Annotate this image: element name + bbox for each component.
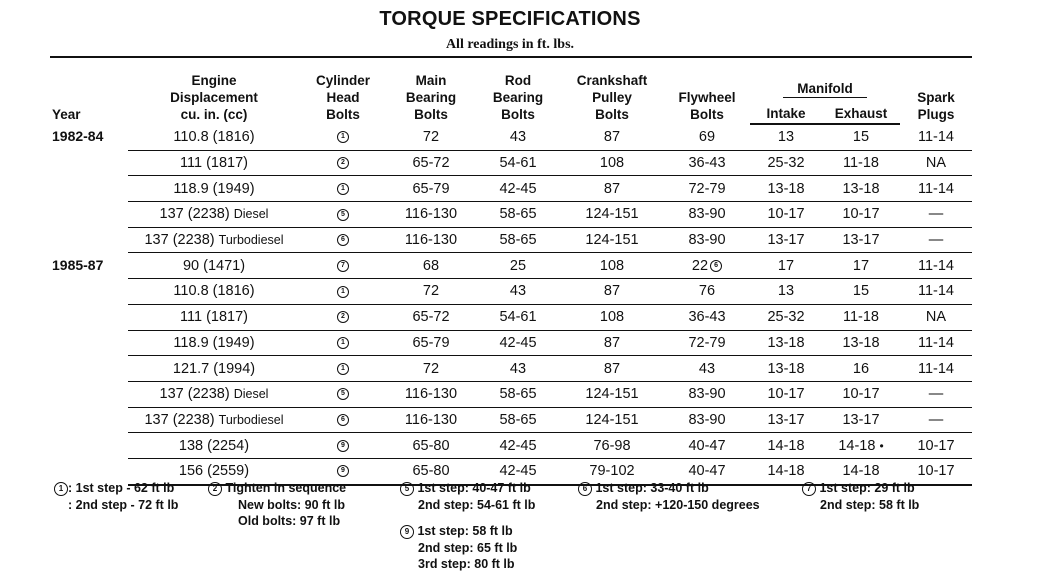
crankshaft-cell: 79-102 — [560, 458, 664, 484]
footnote-5-line1: 1st step: 40-47 ft lb — [417, 481, 531, 495]
header-flywheel — [664, 58, 750, 124]
footnote-7-line2: 2nd step: 58 ft lb — [820, 497, 920, 512]
cylinder-head-cell — [300, 202, 386, 228]
table-body — [50, 124, 972, 485]
spark-plug-cell: 10-17 — [900, 458, 972, 484]
flywheel-value: 22 — [691, 257, 709, 274]
exhaust-value: 13-18 — [842, 180, 880, 197]
footnote-marker-icon: 2 — [337, 311, 349, 323]
engine-type: Turbodiesel — [218, 233, 284, 248]
footnote-marker-icon: 1 — [337, 337, 349, 349]
footnote-marker-icon: 1 — [54, 482, 68, 496]
engine-displacement: 111 (1817) — [180, 309, 248, 326]
footnote-marker-icon: 2 — [337, 157, 349, 169]
cylinder-head-cell — [300, 330, 386, 356]
engine-type: Diesel — [233, 207, 269, 222]
rod-bearing-cell: 25 — [476, 253, 560, 279]
footnote-2-line3: Old bolts: 97 ft lb — [238, 514, 341, 528]
header-spark-l1: Spark — [917, 90, 955, 105]
header-cylinder-head — [300, 58, 386, 124]
crankshaft-cell: 87 — [560, 356, 664, 382]
engine-cell — [128, 433, 300, 459]
rod-bearing-cell: 58-65 — [476, 227, 560, 253]
main-bearing-cell: 116-130 — [386, 227, 476, 253]
exhaust-value: 13-18 — [842, 334, 880, 351]
flywheel-value: 83-90 — [688, 232, 726, 249]
footnote-marker-icon: 6 — [337, 414, 349, 426]
table-row — [50, 356, 972, 382]
footnote-5 — [400, 480, 535, 513]
spark-plug-cell: 10-17 — [900, 433, 972, 459]
main-bearing-cell: 72 — [386, 124, 476, 150]
spark-plug-cell: 11-14 — [900, 253, 972, 279]
torque-spec-table — [50, 58, 972, 486]
spark-plug-cell: 11-14 — [900, 356, 972, 382]
main-bearing-cell: 65-72 — [386, 150, 476, 176]
engine-displacement: 121.7 (1994) — [172, 360, 256, 377]
footnote-marker-icon: 7 — [337, 260, 349, 272]
header-engine-l3: cu. in. (cc) — [180, 107, 248, 122]
intake-cell: 13-18 — [750, 330, 822, 356]
intake-cell: 10-17 — [750, 202, 822, 228]
year-cell: 1982-84 — [52, 128, 104, 144]
footnote-7-line1: 1st step: 29 ft lb — [819, 481, 915, 495]
header-engine-l2: Displacement — [170, 90, 258, 105]
flywheel-value: 40-47 — [688, 463, 726, 480]
flywheel-cell — [664, 304, 750, 330]
spark-plug-cell: 11-14 — [900, 176, 972, 202]
rod-bearing-cell: 43 — [476, 279, 560, 305]
intake-cell: 25-32 — [750, 150, 822, 176]
header-rod-l2: Bearing — [492, 90, 544, 105]
footnote-5-line2: 2nd step: 54-61 ft lb — [418, 497, 536, 512]
intake-cell: 14-18 — [750, 433, 822, 459]
flywheel-cell — [664, 124, 750, 150]
table-row — [50, 202, 972, 228]
flywheel-cell — [664, 227, 750, 253]
table-row — [50, 330, 972, 356]
footnote-marker-icon: 1 — [337, 286, 349, 298]
engine-displacement: 110.8 (1816) — [173, 283, 255, 300]
engine-displacement: 137 (2238) — [144, 411, 215, 428]
header-rod-l3: Bolts — [501, 107, 535, 122]
intake-cell: 13-18 — [750, 176, 822, 202]
footnote-marker-icon: 6 — [710, 260, 722, 272]
exhaust-value: 11-18 — [842, 309, 879, 326]
footnote-marker-icon: 6 — [578, 482, 592, 496]
footnote-6 — [578, 480, 760, 513]
engine-type: Diesel — [233, 387, 269, 402]
flywheel-value: 36-43 — [688, 309, 726, 326]
footnote-marker-icon: 9 — [337, 440, 349, 452]
header-main-bearing — [386, 58, 476, 124]
spark-plug-cell: — — [900, 381, 972, 407]
engine-displacement: 110.8 (1816) — [173, 128, 255, 145]
engine-cell — [128, 381, 300, 407]
exhaust-cell — [822, 253, 900, 279]
footnote-7 — [802, 480, 919, 513]
exhaust-cell — [822, 407, 900, 433]
main-bearing-cell: 72 — [386, 279, 476, 305]
rod-bearing-cell: 58-65 — [476, 202, 560, 228]
flywheel-cell — [664, 381, 750, 407]
header-exhaust: Exhaust — [822, 99, 900, 124]
flywheel-value: 69 — [698, 128, 716, 145]
engine-cell — [128, 227, 300, 253]
cylinder-head-cell — [300, 253, 386, 279]
flywheel-cell — [664, 253, 750, 279]
intake-cell: 25-32 — [750, 304, 822, 330]
exhaust-cell — [822, 330, 900, 356]
engine-displacement: 111 (1817) — [180, 155, 248, 172]
flywheel-value: 72-79 — [688, 180, 726, 197]
spark-plug-cell: — — [900, 407, 972, 433]
exhaust-value: 17 — [852, 257, 870, 274]
footnote-6-line2: 2nd step: +120-150 degrees — [596, 497, 760, 512]
main-bearing-cell: 65-80 — [386, 433, 476, 459]
exhaust-cell — [822, 433, 900, 459]
table-row — [50, 253, 972, 279]
footnote-9-line3: 3rd step: 80 ft lb — [418, 557, 515, 571]
engine-cell — [128, 202, 300, 228]
footnote-marker-icon: 1 — [337, 363, 349, 375]
main-bearing-cell: 72 — [386, 356, 476, 382]
engine-displacement: 90 (1471) — [182, 257, 246, 274]
engine-cell — [128, 330, 300, 356]
intake-cell: 10-17 — [750, 381, 822, 407]
crankshaft-cell: 108 — [560, 253, 664, 279]
footnote-1 — [54, 480, 178, 513]
cylinder-head-cell — [300, 304, 386, 330]
cylinder-head-cell — [300, 381, 386, 407]
cylinder-head-cell — [300, 124, 386, 150]
table-row — [50, 150, 972, 176]
engine-type: Turbodiesel — [218, 412, 284, 427]
spark-plug-cell: 11-14 — [900, 279, 972, 305]
rod-bearing-cell: 42-45 — [476, 458, 560, 484]
cylinder-head-cell — [300, 150, 386, 176]
exhaust-cell — [822, 356, 900, 382]
footnote-marker-icon: 6 — [337, 234, 349, 246]
rod-bearing-cell: 43 — [476, 124, 560, 150]
crankshaft-cell: 124-151 — [560, 381, 664, 407]
cylinder-head-cell — [300, 433, 386, 459]
flywheel-cell — [664, 407, 750, 433]
engine-cell — [128, 407, 300, 433]
exhaust-value: 13-17 — [842, 411, 880, 428]
header-manifold — [750, 58, 900, 99]
crankshaft-cell: 87 — [560, 124, 664, 150]
header-rod-l1: Rod — [504, 73, 532, 88]
engine-cell — [128, 150, 300, 176]
header-crank-l1: Crankshaft — [576, 73, 648, 88]
table-row — [50, 407, 972, 433]
footnote-marker-icon: 7 — [802, 482, 816, 496]
exhaust-value: 16 — [852, 360, 870, 377]
engine-displacement: 137 (2238) — [159, 386, 230, 403]
header-engine — [128, 58, 300, 124]
rod-bearing-cell: 58-65 — [476, 407, 560, 433]
footnote-1-line1: : 1st step - 62 ft lb — [68, 481, 175, 495]
crankshaft-cell: 76-98 — [560, 433, 664, 459]
intake-cell: 13 — [750, 279, 822, 305]
header-main-l2: Bearing — [405, 90, 457, 105]
exhaust-cell — [822, 202, 900, 228]
engine-displacement: 137 (2238) — [144, 232, 215, 249]
spark-plug-cell: 11-14 — [900, 124, 972, 150]
cylinder-head-cell — [300, 279, 386, 305]
rod-bearing-cell: 42-45 — [476, 176, 560, 202]
rod-bearing-cell: 54-61 — [476, 150, 560, 176]
header-rod-bearing — [476, 58, 560, 124]
table-row — [50, 279, 972, 305]
exhaust-cell — [822, 279, 900, 305]
header-spark-l2: Plugs — [917, 107, 955, 122]
flywheel-value: 36-43 — [688, 155, 726, 172]
header-cyl-l1: Cylinder — [315, 73, 370, 88]
header-main-l3: Bolts — [414, 107, 448, 122]
crankshaft-cell: 87 — [560, 176, 664, 202]
header-fly-l2: Bolts — [690, 107, 724, 122]
header-engine-l1: Engine — [191, 73, 237, 88]
exhaust-value: 14-18 — [842, 463, 880, 480]
table-row — [50, 433, 972, 459]
footnote-marker-icon: 2 — [208, 482, 222, 496]
header-manifold-label: Manifold — [783, 81, 867, 98]
flywheel-value: 43 — [698, 360, 716, 377]
header-crank-l3: Bolts — [595, 107, 629, 122]
engine-displacement: 156 (2559) — [178, 463, 250, 480]
engine-cell — [128, 176, 300, 202]
header-crankshaft — [560, 58, 664, 124]
cylinder-head-cell — [300, 407, 386, 433]
exhaust-value: 11-18 — [842, 155, 879, 172]
flywheel-value: 83-90 — [688, 386, 726, 403]
crankshaft-cell: 124-151 — [560, 202, 664, 228]
flywheel-value: 40-47 — [688, 437, 726, 454]
flywheel-cell — [664, 356, 750, 382]
table-row — [50, 124, 972, 150]
engine-cell — [128, 253, 300, 279]
exhaust-value: 13-17 — [842, 232, 880, 249]
flywheel-cell — [664, 279, 750, 305]
flywheel-cell — [664, 150, 750, 176]
spark-plug-cell: NA — [900, 304, 972, 330]
exhaust-value: 10-17 — [842, 206, 880, 223]
cylinder-head-cell — [300, 176, 386, 202]
main-bearing-cell: 116-130 — [386, 381, 476, 407]
header-fly-l1: Flywheel — [678, 90, 736, 105]
header-cyl-l3: Bolts — [326, 107, 360, 122]
exhaust-value: 14-18 — [838, 437, 876, 454]
footnote-6-line1: 1st step: 33-40 ft lb — [595, 481, 709, 495]
header-cyl-l2: Head — [326, 90, 360, 105]
flywheel-cell — [664, 176, 750, 202]
flywheel-cell — [664, 330, 750, 356]
footnote-marker-icon: 9 — [337, 465, 349, 477]
main-bearing-cell: 65-79 — [386, 330, 476, 356]
footnote-marker-icon: 5 — [400, 482, 414, 496]
main-bearing-cell: 116-130 — [386, 202, 476, 228]
engine-cell — [128, 279, 300, 305]
intake-cell: 13-17 — [750, 227, 822, 253]
spark-plug-cell: 11-14 — [900, 330, 972, 356]
exhaust-cell — [822, 227, 900, 253]
cylinder-head-cell — [300, 227, 386, 253]
engine-cell — [128, 304, 300, 330]
exhaust-cell — [822, 381, 900, 407]
exhaust-cell — [822, 304, 900, 330]
footnote-9-line2: 2nd step: 65 ft lb — [418, 540, 518, 555]
footnote-2 — [208, 480, 346, 530]
crankshaft-cell: 108 — [560, 304, 664, 330]
exhaust-cell — [822, 176, 900, 202]
header-main-l1: Main — [415, 73, 447, 88]
spark-plug-cell: NA — [900, 150, 972, 176]
footnote-marker-icon: 1 — [337, 131, 349, 143]
footnote-marker-icon: 1 — [337, 183, 349, 195]
spark-plug-cell: — — [900, 227, 972, 253]
flywheel-value: 72-79 — [688, 334, 726, 351]
footnote-9-line1: 1st step: 58 ft lb — [417, 524, 513, 538]
main-bearing-cell: 65-72 — [386, 304, 476, 330]
footnote-marker-icon: 5 — [337, 388, 349, 400]
flywheel-cell — [664, 202, 750, 228]
main-bearing-cell: 65-79 — [386, 176, 476, 202]
header-crank-l2: Pulley — [592, 90, 632, 105]
cylinder-head-cell — [300, 356, 386, 382]
rod-bearing-cell: 54-61 — [476, 304, 560, 330]
exhaust-value: 10-17 — [842, 386, 880, 403]
crankshaft-cell: 87 — [560, 330, 664, 356]
exhaust-value: 15 — [852, 129, 870, 146]
intake-cell: 13-17 — [750, 407, 822, 433]
crankshaft-cell: 124-151 — [560, 227, 664, 253]
footnote-marker-icon: 9 — [400, 525, 414, 539]
crankshaft-cell: 87 — [560, 279, 664, 305]
intake-cell: 17 — [750, 253, 822, 279]
footnote-marker-icon: 5 — [337, 209, 349, 221]
main-bearing-cell: 116-130 — [386, 407, 476, 433]
year-cell: 1985-87 — [52, 256, 104, 273]
rod-bearing-cell: 43 — [476, 356, 560, 382]
flywheel-value: 83-90 — [688, 206, 726, 223]
footnote-1-line2: : 2nd step - 72 ft lb — [68, 497, 179, 512]
intake-cell: 14-18 — [750, 458, 822, 484]
rod-bearing-cell: 42-45 — [476, 330, 560, 356]
footnote-2-line1: Tighten in sequence — [225, 481, 347, 495]
crankshaft-cell: 124-151 — [560, 407, 664, 433]
page-subtitle: All readings in ft. lbs. — [445, 37, 575, 52]
flywheel-value: 76 — [698, 283, 716, 300]
page-title: TORQUE SPECIFICATIONS — [379, 8, 641, 30]
rod-bearing-cell: 42-45 — [476, 433, 560, 459]
bullet-mark: • — [879, 438, 884, 453]
engine-cell — [128, 356, 300, 382]
table-row — [50, 304, 972, 330]
engine-displacement: 118.9 (1949) — [173, 334, 255, 351]
header-intake: Intake — [750, 99, 822, 124]
exhaust-cell — [822, 124, 900, 150]
flywheel-cell — [664, 433, 750, 459]
header-year: Year — [52, 107, 81, 122]
table-row — [50, 381, 972, 407]
rod-bearing-cell: 58-65 — [476, 381, 560, 407]
main-bearing-cell: 68 — [386, 253, 476, 279]
engine-displacement: 137 (2238) — [159, 206, 230, 223]
intake-cell: 13 — [750, 124, 822, 150]
header-spark-plugs — [900, 58, 972, 124]
exhaust-cell — [822, 150, 900, 176]
header-row — [50, 58, 972, 99]
footnote-9 — [400, 523, 517, 573]
table-row — [50, 227, 972, 253]
engine-displacement: 118.9 (1949) — [173, 180, 255, 197]
exhaust-value: 15 — [852, 283, 870, 300]
main-bearing-cell: 65-80 — [386, 458, 476, 484]
intake-cell: 13-18 — [750, 356, 822, 382]
crankshaft-cell: 108 — [560, 150, 664, 176]
flywheel-value: 83-90 — [688, 411, 726, 428]
spark-plug-cell: — — [900, 202, 972, 228]
footnote-2-line2: New bolts: 90 ft lb — [238, 497, 345, 512]
engine-cell — [128, 124, 300, 150]
table-row — [50, 176, 972, 202]
engine-displacement: 138 (2254) — [178, 437, 250, 454]
